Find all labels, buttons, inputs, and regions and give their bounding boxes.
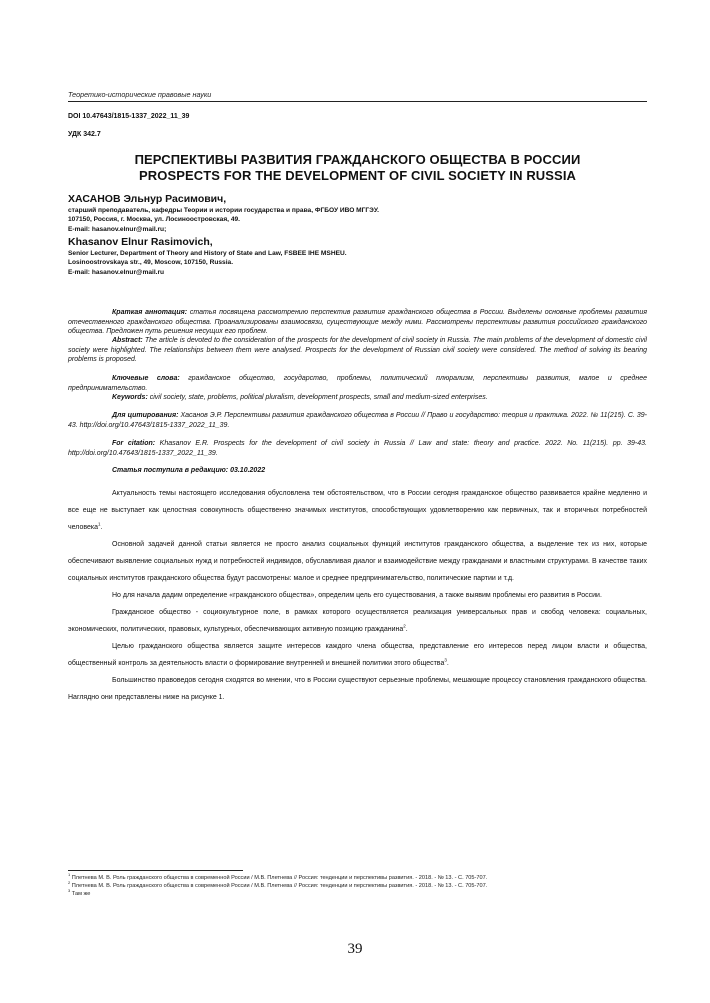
- affiliation-line: старший преподаватель, кафедры Теории и истории государства и права, ФГБОУ ИВО МГГЭУ.: [68, 207, 379, 214]
- citation-text: Хасанов Э.Р. Перспективы развития гражданского общества в России // Право и государство: теория и практика. 2022. № 11(215). С. 39-43. http://doi.org/10.47643/1815-1337_2022_11_39.: [68, 412, 647, 429]
- author-name-english: Khasanov Elnur Rasimovich,: [68, 236, 213, 248]
- abstract-russian: [68, 308, 647, 337]
- keywords-text: civil society, state, problems, political pluralism, development prospects, small and medium-sized enterprises.: [147, 394, 488, 401]
- author-affiliation-russian: [68, 206, 379, 234]
- citation-russian: [68, 411, 647, 430]
- title-english: PROSPECTS FOR THE DEVELOPMENT OF CIVIL SOCIETY IN RUSSIA: [138, 168, 577, 183]
- udk-code: УДК 342.7: [68, 131, 101, 138]
- keywords-text: гражданское общество, государство, проблемы, политический плюрализм, перспективы развития, малое и среднее предпринимательство.: [68, 375, 647, 392]
- address-line: Losinoostrovskaya str., 49, Moscow, 107150, Russia.: [68, 259, 234, 267]
- footnote-ref: 3: [444, 657, 447, 663]
- footnote-rule: [68, 870, 243, 871]
- author-name-russian: ХАСАНОВ Эльнур Расимович,: [68, 193, 227, 205]
- abstract-english: [68, 336, 647, 365]
- article-body: [68, 485, 647, 706]
- body-paragraph: Гражданское общество - социокультурное поле, в рамках которого осуществляется реализация универсальных прав и свобод человека: социальных, экономических, политических, правовых, культурных, обеспечивающих активную позицию гражданина$^2$.: [68, 609, 647, 633]
- doi: DOI 10.47643/1815-1337_2022_11_39: [68, 113, 190, 120]
- abstract-text: The article is devoted to the consideration of the prospects for the development of civil society in Russia. The main problems of the development of domestic civil society were highlighted. The relationships between them were analysed. Prospects for the development of Russian civil society were considered. The method of solving its bearing problems is proposed.: [68, 337, 647, 364]
- keywords-english: [68, 393, 647, 403]
- abstract-label: Abstract:: [112, 337, 143, 344]
- citation-english: [68, 439, 647, 458]
- footnote: $^2$ Плетнева М. В. Роль гражданского общества в современной России / М.В. Плетнева // Россия: тенденции и перспективы развития. - 2018. - № 13. - С. 705-707.: [68, 880, 488, 890]
- abstract-text: статья посвящена рассмотрению перспектив развития гражданского общества в России. Выделены основные проблемы развития отечественного гражданского общества. Проанализированы взаимосвязи, существующие между ними. Рассмотрены перспективы развития российского гражданского общества. Предложен путь решения несущих его проблем.: [68, 309, 647, 336]
- title-russian: ПЕРСПЕКТИВЫ РАЗВИТИЯ ГРАЖДАНСКОГО ОБЩЕСТВА В РОССИИ: [134, 152, 581, 167]
- author-affiliation-english: [68, 249, 347, 277]
- citation-text: Khasanov E.R. Prospects for the development of civil society in Russia // Law and state: theory and practice. 2022. No. 11(215). pp. 39-43. http://doi.org/10.47643/1815-1337_2022_11_39.: [68, 440, 647, 457]
- affiliation-line: Senior Lecturer, Department of Theory and History of State and Law, FSBEE IHE MSHEU.: [68, 250, 347, 257]
- abstract-label: Краткая аннотация:: [112, 309, 188, 316]
- body-paragraph: Большинство правоведов сегодня сходятся во мнении, что в России существуют серьезные проблемы, мешающие процессу становления гражданского общества. Наглядно они представлены ниже на рисунке 1.: [68, 677, 647, 701]
- page-number: 39: [347, 941, 363, 957]
- received-date: Статья поступила в редакцию: 03.10.2022: [112, 467, 266, 474]
- body-paragraph: Целью гражданского общества является защите интересов каждого члена общества, представление его интересов перед лицом власти и общества, общественный контроль за деятельность власти о формирование внутренней и внешней политики этого общества$^3$.: [68, 643, 647, 667]
- keywords-label: Keywords:: [112, 394, 148, 401]
- body-paragraph: Актуальность темы настоящего исследования обусловлена тем обстоятельством, что в России сегодня гражданское общество развивается крайне медленно и все еще не выступает как целостная совокупность общественно значимых институтов, способствующих удовлетворению как первичных, так и вторичных потребностей человека$^1$.: [68, 490, 647, 531]
- footnote-ref: 2: [403, 623, 406, 629]
- email-line: E-mail: hasanov.elnur@mail.ru: [68, 268, 165, 276]
- body-paragraph: Но для начала дадим определение «гражданского общества», определим цель его существования, а также выявим проблемы его развития в России.: [112, 592, 602, 599]
- body-paragraph: Основной задачей данной статьи является не просто анализ социальных функций институтов гражданского общества, а выделение тех из них, которые обеспечивают выявление социальных нужд и потребностей индивидов, обуславливая диалог и взаимодействие между гражданами и властными структурами. В качестве таких социальных институтов гражданского общества будут рассмотрены: малое и среднее предпринимательство, политические партии и т.д.: [68, 541, 647, 582]
- footnotes: [68, 874, 487, 899]
- footnote: $^1$ Плетнева М. В. Роль гражданского общества в современной России / М.В. Плетнева // Россия: тенденции и перспективы развития. - 2018. - № 13. - С. 705-707.: [68, 872, 488, 881]
- header-rule: [68, 101, 647, 102]
- keywords-label: Ключевые слова:: [112, 375, 180, 382]
- citation-label: For citation:: [112, 440, 156, 447]
- keywords-russian: [68, 374, 647, 393]
- footnote: $^3$ Там же: [68, 888, 91, 898]
- running-head: Теоретико-исторические правовые науки: [68, 90, 212, 99]
- email-line: E-mail: hasanov.elnur@mail.ru;: [68, 225, 167, 233]
- address-line: 107150, Россия, г. Москва, ул. Лосиноостровская, 49.: [68, 216, 241, 224]
- footnote-ref: 1: [98, 521, 101, 527]
- citation-label: Для цитирования:: [112, 412, 179, 419]
